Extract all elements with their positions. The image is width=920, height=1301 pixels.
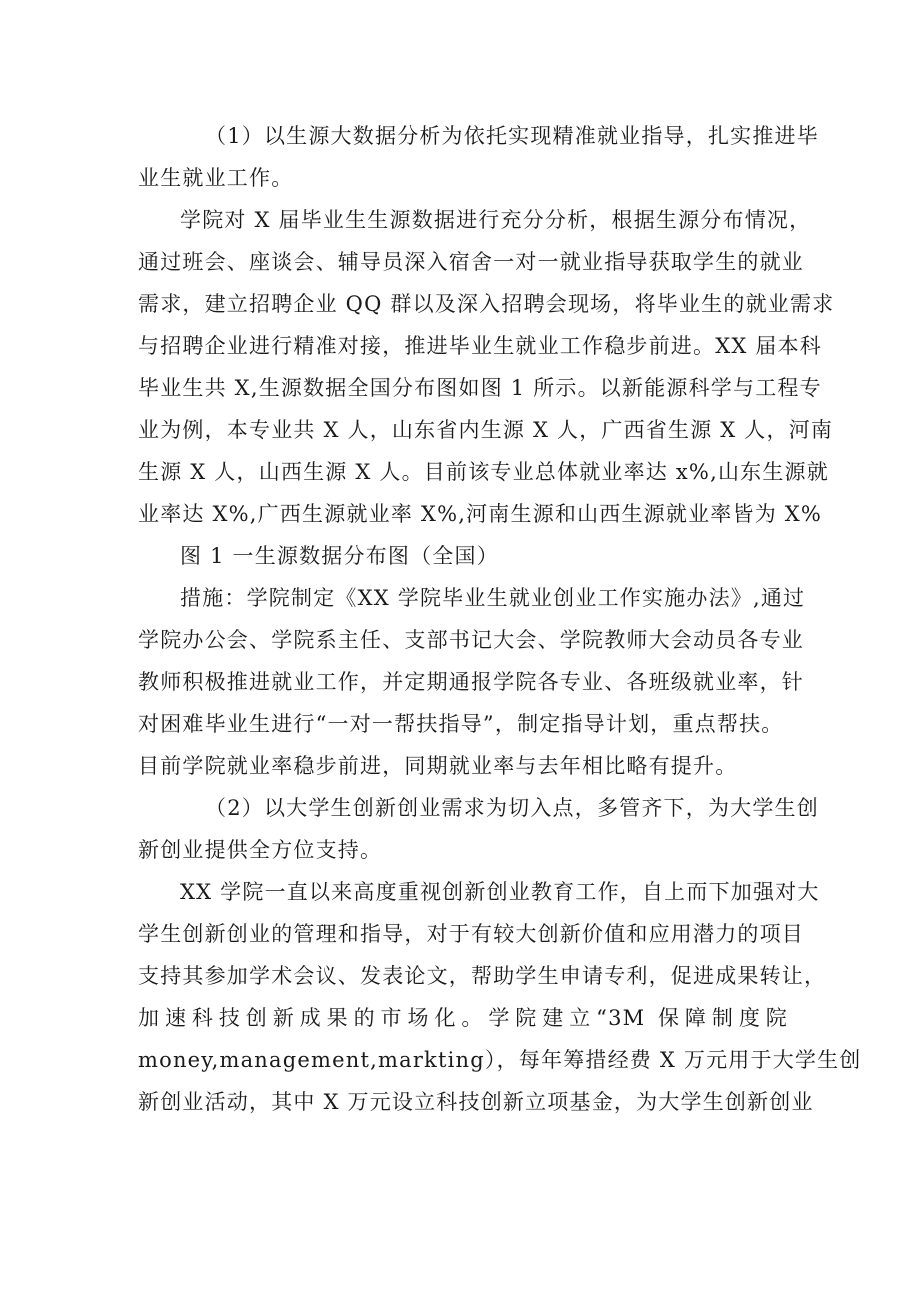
paragraph-3-line-4: 加速科技创新成果的市场化。学院建立“3M 保障制度院 xyxy=(138,1006,788,1030)
heading-2-line-1: （2）以大学生创新创业需求为切入点，多管齐下，为大学生创 xyxy=(205,796,819,820)
paragraph-1-line-1: 学院对 X 届毕业生生源数据进行充分分析，根据生源分布情况， xyxy=(180,208,812,232)
heading-1-line-1: （1）以生源大数据分析为依托实现精准就业指导，扎实推进毕 xyxy=(205,124,819,148)
paragraph-2-line-2: 学院办公会、学院系主任、支部书记大会、学院教师大会动员各专业 xyxy=(138,628,804,652)
paragraph-1-line-4: 与招聘企业进行精准对接，推进毕业生就业工作稳步前进。XX 届本科 xyxy=(138,334,822,358)
paragraph-1-line-5: 毕业生共 X,生源数据全国分布图如图 1 所示。以新能源科学与工程专 xyxy=(138,376,822,400)
figure-caption: 图 1 一生源数据分布图（全国） xyxy=(180,544,499,568)
paragraph-1-line-3: 需求，建立招聘企业 QQ 群以及深入招聘会现场，将毕业生的就业需求 xyxy=(138,292,835,316)
paragraph-3-line-3: 支持其参加学术会议、发表论文，帮助学生申请专利，促进成果转让， xyxy=(138,964,827,988)
paragraph-2-line-5: 目前学院就业率稳步前进，同期就业率与去年相比略有提升。 xyxy=(138,754,738,778)
paragraph-1-line-7: 生源 X 人，山西生源 X 人。目前该专业总体就业率达 x%,山东生源就 xyxy=(138,460,829,484)
paragraph-3-line-6: 新创业活动，其中 X 万元设立科技创新立项基金，为大学生创新创业 xyxy=(138,1090,814,1114)
paragraph-1-line-2: 通过班会、座谈会、辅导员深入宿舍一对一就业指导获取学生的就业 xyxy=(138,250,804,274)
paragraph-3-line-1: XX 学院一直以来高度重视创新创业教育工作，自上而下加强对大 xyxy=(180,880,820,904)
paragraph-3-line-5: money,management,markting），每年筹措经费 X 万元用于大学生创 xyxy=(138,1048,862,1072)
paragraph-1-line-6: 业为例，本专业共 X 人，山东省内生源 X 人，广西省生源 X 人，河南 xyxy=(138,418,834,442)
paragraph-2-line-1: 措施：学院制定《XX 学院毕业生就业创业工作实施办法》,通过 xyxy=(180,586,806,610)
paragraph-2-line-3: 教师积极推进就业工作，并定期通报学院各专业、各班级就业率，针 xyxy=(138,670,804,694)
paragraph-2-line-4: 对困难毕业生进行“一对一帮扶指导”，制定指导计划，重点帮扶。 xyxy=(138,712,784,736)
heading-1-line-2: 业生就业工作。 xyxy=(138,166,294,190)
heading-2-line-2: 新创业提供全方位支持。 xyxy=(138,838,383,862)
paragraph-3-line-2: 学生创新创业的管理和指导，对于有较大创新价值和应用潜力的项目 xyxy=(138,922,804,946)
paragraph-1-line-8: 业率达 X%,广西生源就业率 X%,河南生源和山西生源就业率皆为 X% xyxy=(138,502,823,526)
